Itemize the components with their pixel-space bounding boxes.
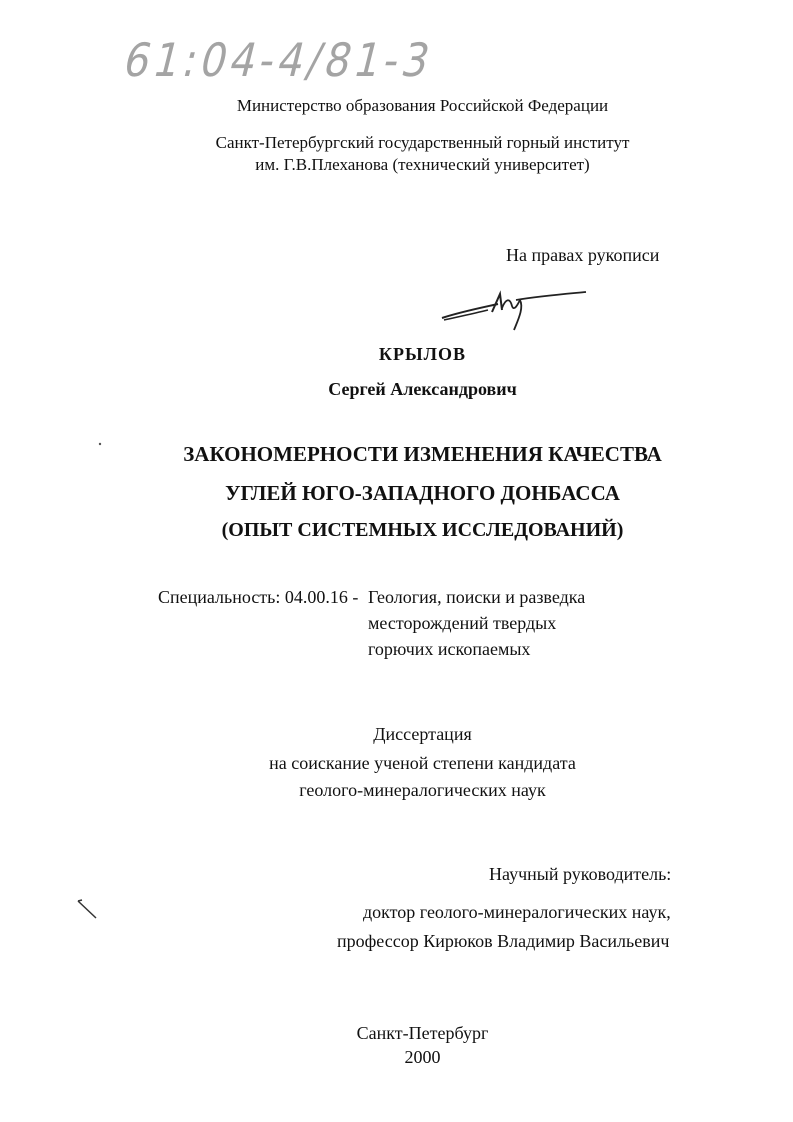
institute-line-1: Санкт-Петербургский государственный горный институт	[215, 133, 630, 152]
manuscript-rights-note: На правах рукописи	[506, 245, 660, 265]
specialty-line-3: горючих ископаемых	[368, 639, 531, 659]
supervisor-name: профессор Кирюков Владимир Васильевич	[337, 931, 670, 951]
ministry-line: Министерство образования Российской Федерации	[236, 96, 609, 115]
specialty-line-2: месторождений твердых	[368, 613, 557, 633]
author-signature	[440, 286, 590, 332]
specialty-label: Специальность: 04.00.16 -	[158, 587, 359, 607]
year: 2000	[404, 1047, 441, 1067]
author-given-names: Сергей Александрович	[328, 379, 517, 399]
supervisor-degree: доктор геолого-минералогических наук,	[363, 902, 671, 922]
supervisor-label: Научный руководитель:	[489, 864, 672, 884]
handwritten-stamp-code: 61:04-4/81-3	[118, 34, 440, 88]
author-surname: КРЫЛОВ	[378, 344, 467, 364]
dissertation-line-1: Диссертация	[373, 724, 472, 744]
specialty-line-1: Геология, поиски и разведка	[368, 587, 586, 607]
dissertation-line-2: на соискание ученой степени кандидата	[269, 753, 576, 773]
scan-mark	[76, 898, 100, 922]
scan-dot	[97, 440, 103, 448]
dissertation-line-3: геолого-минералогических наук	[299, 780, 546, 800]
thesis-title-line-2: УГЛЕЙ ЮГО-ЗАПАДНОГО ДОНБАССА	[225, 481, 620, 505]
institute-line-2: им. Г.В.Плеханова (технический университет)	[255, 155, 590, 174]
thesis-title-line-3: (ОПЫТ СИСТЕМНЫХ ИССЛЕДОВАНИЙ)	[221, 519, 624, 541]
city: Санкт-Петербург	[356, 1023, 489, 1043]
thesis-title-line-1: ЗАКОНОМЕРНОСТИ ИЗМЕНЕНИЯ КАЧЕСТВА	[183, 442, 662, 466]
